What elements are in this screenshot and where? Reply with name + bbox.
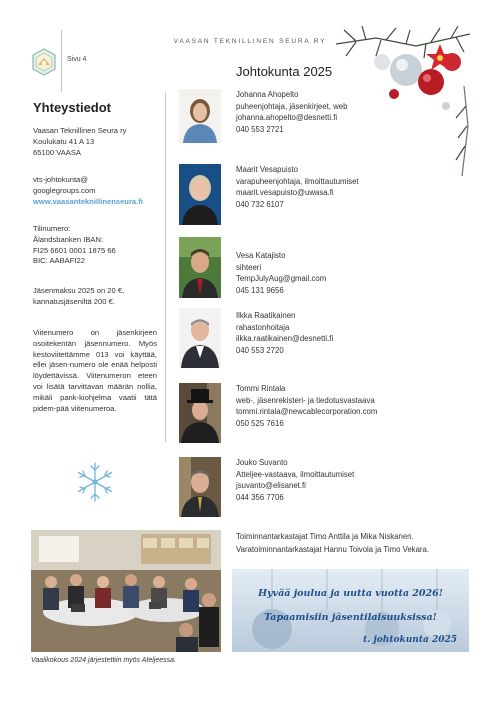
member-phone: 045 131 9656 xyxy=(236,285,284,295)
auditors-line: Toiminnantarkastajat Timo Anttila ja Mika Niskanen. xyxy=(236,532,414,541)
member-name: Tommi Rintala xyxy=(236,384,286,393)
address-line: Vaasan Teknillinen Seura ry xyxy=(33,126,127,135)
bank-line: FI25 6601 0001 1875 66 xyxy=(33,245,116,255)
member-name: Maarit Vesapuisto xyxy=(236,165,298,174)
member-email[interactable]: tommi.rintala@newcablecorporation.com xyxy=(236,407,378,417)
member-email[interactable]: maarit.vesapuisto@uwasa.fi xyxy=(236,188,334,198)
member-role: Atteljee-vastaava, ilmoittautumiset xyxy=(236,469,355,479)
member-info xyxy=(236,457,354,503)
member-name: Johanna Ahopelto xyxy=(236,90,299,99)
member-phone: 040 553 2720 xyxy=(236,345,284,355)
board-heading: Johtokunta 2025 xyxy=(236,64,333,79)
member-role: web-, jäsenrekisteri- ja tiedotusvastaava xyxy=(236,395,375,405)
photo-caption: Vaalikokous 2024 järjestettiin myös Ateljeessa. xyxy=(31,657,177,664)
member-phone: 050 525 7616 xyxy=(236,418,284,428)
member-role: varapuheenjohtaja, ilmoittautumiset xyxy=(236,176,359,186)
address-line: Koulukatu 41 A 13 xyxy=(33,136,95,146)
auditors-text xyxy=(236,530,429,556)
page-number: Sivu 4 xyxy=(67,56,87,63)
member-photo xyxy=(179,457,221,517)
member-email[interactable]: johanna.ahopelto@desnetti.fi xyxy=(236,113,338,123)
bank-line: Tilinumero: xyxy=(33,224,71,233)
reference-text: Viitenumero on jäsenkirjeen osoitekentän jäsennumero. Myös kestoviitettämme 013 voi käyttää, ellei jäsen-numero ole enää helposti löydettävissä. Viitenumeron eteen voi lisätä tarvittavan määrän nollia, mikäli pank-kiohjelma vaatii tätä pidem-pää viitenumeroa. xyxy=(33,328,157,413)
website-link[interactable]: www.vaasanteknillinenseura.fi xyxy=(33,196,143,206)
member-role: rahastonhoitaja xyxy=(236,322,290,332)
column-divider xyxy=(165,92,166,442)
organization-name: VAASAN TEKNILLINEN SEURA RY xyxy=(173,38,327,45)
group-meeting-photo xyxy=(31,530,221,652)
member-info xyxy=(236,164,359,210)
header-divider xyxy=(61,30,62,92)
bank-line: Ålandsbanken IBAN: xyxy=(33,234,104,244)
member-phone: 044 356 7706 xyxy=(236,492,284,502)
contact-heading: Yhteystiedot xyxy=(33,100,112,115)
member-name: Ilkka Raatikainen xyxy=(236,311,296,320)
member-info xyxy=(236,89,347,135)
member-role: puheenjohtaja, jäsenkirjeet, web xyxy=(236,101,348,111)
member-photo xyxy=(179,237,221,298)
member-phone: 040 732 6107 xyxy=(236,199,284,209)
email-line[interactable]: googlegroups.com xyxy=(33,185,96,195)
member-info xyxy=(236,250,326,296)
fee-block xyxy=(33,286,157,308)
address-block xyxy=(33,126,157,158)
member-email[interactable]: ilkka.raatikainen@desnetti.fi xyxy=(236,334,334,344)
greeting-line: Hyvää joulua ja uutta vuotta 2026! xyxy=(258,588,443,599)
member-photo xyxy=(179,308,221,368)
society-logo xyxy=(30,48,58,76)
member-info xyxy=(236,310,333,356)
greeting-card xyxy=(232,569,469,652)
snowflake-icon xyxy=(73,460,117,504)
member-email[interactable]: TempJulyAug@gmail.com xyxy=(236,274,327,284)
member-photo xyxy=(179,89,221,143)
reference-block xyxy=(33,328,157,414)
bank-block xyxy=(33,224,157,267)
address-line: 65100 VAASA xyxy=(33,147,81,157)
christmas-ornaments-decoration xyxy=(336,26,470,186)
fee-line: Jäsenmaksu 2025 on 20 €, xyxy=(33,286,125,295)
member-email[interactable]: jsuvanto@elisanet.fi xyxy=(236,481,306,491)
member-name: Jouko Suvanto xyxy=(236,458,288,467)
member-photo xyxy=(179,383,221,443)
greeting-line: Tapaamisiin jäsentilaisuuksissa! xyxy=(264,612,437,623)
auditors-line: Varatoiminnantarkastajat Hannu Toivola ja Timo Vekara. xyxy=(236,545,430,554)
member-name: Vesa Katajisto xyxy=(236,251,286,260)
bank-line: BIC: AABAFI22 xyxy=(33,256,85,266)
fee-line: kannatusjäseniltä 200 €. xyxy=(33,296,115,306)
contact-block xyxy=(33,175,157,207)
member-info xyxy=(236,383,377,429)
greeting-signature: t. johtokunta 2025 xyxy=(363,635,457,645)
member-photo xyxy=(179,164,221,225)
member-role: sihteeri xyxy=(236,262,262,272)
member-phone: 040 553 2721 xyxy=(236,124,284,134)
email-line[interactable]: vts-johtokunta@ xyxy=(33,175,88,184)
